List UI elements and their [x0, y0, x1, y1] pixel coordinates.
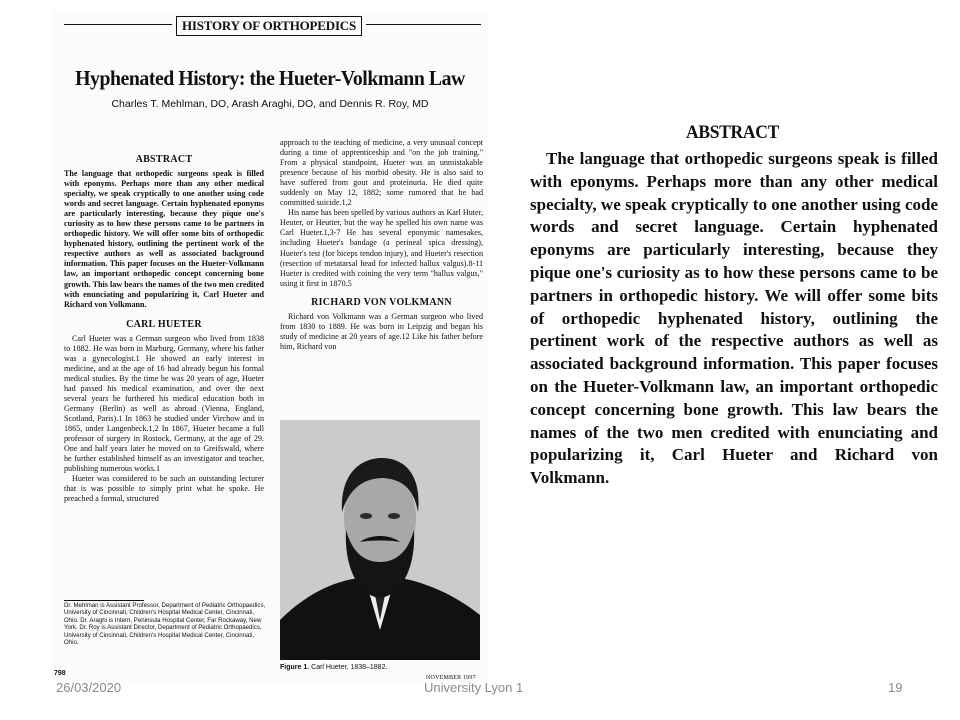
column2-paragraph-2: His name has been spelled by various authors as Karl Huter, Heuter, or Heutter, but the way he spelled his own name was Carl Hueter.1,3-7 He has several eponymic namesakes, including Hueter's bandage (a perineal spica dressing), Hueter's test (for biceps tendon injury), and Hueter's resection (resection of metatarsal head for infected hallux valgus).8-11 Hueter is credited with coining the very term "hallux valgus," using it first in 1870.5 — [280, 208, 483, 288]
journal-issue: NOVEMBER 1997 — [426, 675, 476, 681]
masthead-rule-right — [366, 24, 481, 25]
volkmann-heading: RICHARD VON VOLKMANN — [311, 296, 452, 308]
portrait-photo — [280, 420, 480, 660]
footnote-rule — [64, 600, 144, 601]
zoomed-abstract-text: The language that orthopedic surgeons speak is filled with eponyms. Perhaps more than any other medical specialty, we speak cryptically to one another using code words and secret language. Certain hyphenated eponyms are particularly interesting, because they pique one's curiosity as to how these persons came to be partners in orthopedic history. We will offer some bits of orthopedic hyphenated history, outlining the pertinent work of the respective authors as well as associated background information. This paper focuses on the Hueter-Volkmann law, an important orthopedic concept concerning bone growth. This law bears the names of the two men credited with enunciating and popularizing it, Carl Hueter and Richard von Volkmann. — [530, 149, 938, 488]
footer-institution: University Lyon 1 — [424, 680, 524, 695]
abstract-text: The language that orthopedic surgeons speak is filled with eponyms. Perhaps more than any other medical specialty, we speak cryptically to one another using code words and secret language. Certain hyphenated eponyms are particularly interesting, because they pique one's curiosity as to how these persons came to be partners in orthopedic history. We will offer some bits of orthopedic hyphenated history, outlining the pertinent work of the respective authors as well as associated background information. This paper focuses on the Hueter-Volkmann law, an important orthopedic concept concerning bone growth. This law bears the names of the two men credited with enunciating and popularizing it, Carl Hueter and Richard von Volkmann. — [64, 169, 264, 309]
figure-caption — [280, 664, 480, 671]
zoomed-abstract-heading: ABSTRACT — [686, 122, 779, 143]
scanned-paper-page — [52, 10, 488, 682]
hueter-paragraph-2: Hueter was considered to be such an outstanding lecturer that is was possible to simply print what he spoke. He preached a formal, structured — [64, 474, 264, 504]
article-title: Hyphenated History: the Hueter-Volkmann Law — [75, 66, 465, 90]
figure-label: Figure 1. — [280, 664, 310, 671]
slide-number: 19 — [888, 680, 903, 695]
text-column-left — [64, 148, 264, 504]
masthead-rule-left — [64, 24, 172, 25]
hueter-paragraph-1: Carl Hueter was a German surgeon who lived from 1838 to 1882. He was born in Marburg, Germany, where his father was a gynecologist.1 He showed an early interest in medicine, and at the age of 16 had already begun his formal medical studies. By the time he was 20 years of age, Hueter had passed his medical examination, and over the next several years he furthered his medical education both in Germany (Berlin) as well as abroad (Vienna, England, Scotland, Paris).1 In 1863 he studied under Virchow and in 1865, under Langenbeck.1,2 In 1867, Hueter became a full professor of surgery in Rostock, Germany, at the age of 29. One and half years later he moved on to Greifswald, where he further established himself as an investigator and teacher, publishing numerous works.1 — [64, 333, 264, 474]
footer-date: 26/03/2020 — [56, 680, 122, 695]
author-affiliations: Dr. Mehlman is Assistant Professor, Department of Pediatric Orthopaedics, University of Cincinnati, Children's Hospital Medical Center, Cincinnati, Ohio. Dr. Araghi is Intern, Peninsula Hospital Center, Far Rockaway, New York. Dr. Roy is Assistant Director, Department of Pediatric Orthopaedics, University of Cincinnati, Children's Hospital Medical Center, Cincinnati, Ohio. — [64, 602, 266, 647]
volkmann-paragraph-1: Richard von Volkmann was a German surgeon who lived from 1830 to 1889. He was born in Leipzig and began his study of medicine at 20 years of age.12 Like his father before him, Richard von — [280, 311, 483, 351]
article-authors: Charles T. Mehlman, DO, Arash Araghi, DO, and Dennis R. Roy, MD — [111, 98, 429, 110]
journal-page-number: 798 — [54, 670, 66, 677]
figure-caption-text: Carl Hueter, 1838–1882. — [311, 664, 388, 671]
hueter-heading: CARL HUETER — [126, 318, 202, 330]
column2-paragraph-1: approach to the teaching of medicine, a very unusual concept during a time of apprenticeship and "on the job training." From a physical standpoint, Hueter was an unmistakable presence because of his morbid obesity. He is also said to have suffered from gout and proteinuria. He died quite suddenly on May 12, 1882; some rumored that he had committed suicide.1,2 — [280, 138, 483, 208]
abstract-heading: ABSTRACT — [135, 154, 193, 165]
section-masthead: HISTORY OF ORTHOPEDICS — [176, 16, 362, 36]
text-column-right — [280, 138, 483, 352]
